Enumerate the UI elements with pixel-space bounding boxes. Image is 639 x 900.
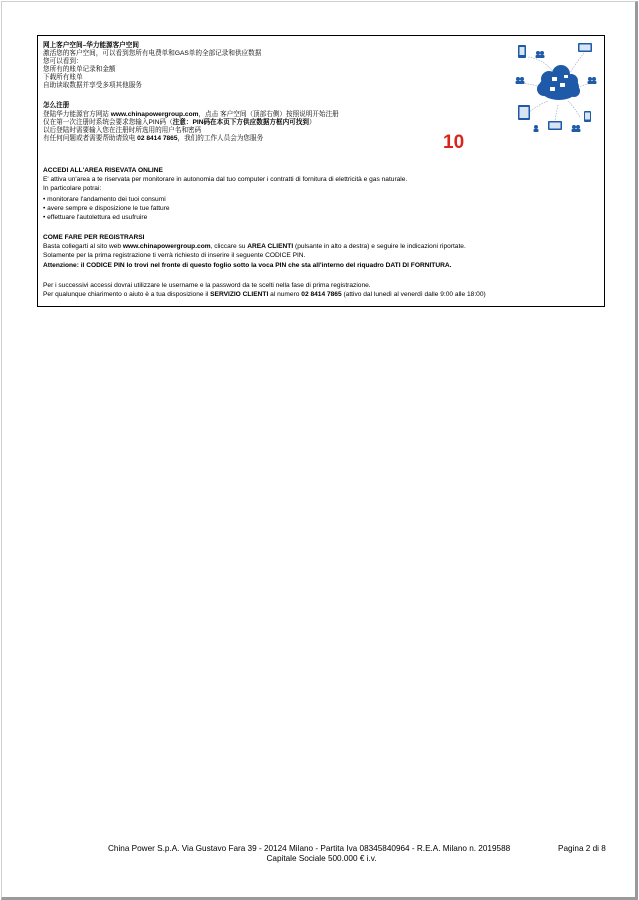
page-number-label: 10 — [443, 132, 465, 153]
it-register-line: Solamente per la prima registrazione ti verrà richiesto di inserire il seguente CODICE PIN. — [43, 252, 306, 259]
cn-line: 自助读取数据并享受多项其他服务 — [43, 82, 142, 89]
cn-line: 您可以看到： — [43, 58, 83, 65]
cn-line: 下载所有账单 — [43, 74, 83, 81]
cn-register-title: 怎么注册 — [43, 102, 70, 109]
phone-number: 02 8414 7865 — [301, 291, 342, 298]
it-register-title: COME FARE PER REGISTRARSI — [43, 234, 145, 241]
cn-register-line: 以后登陆时需要输入您在注册时所选用的用户名和密码 — [43, 127, 202, 134]
company-info: China Power S.p.A. Via Gustavo Fara 39 - 20124 Milano - Partita Iva 08345840964 - R.E.A. Milano n. 2019588 — [108, 844, 511, 853]
it-accedi-title: ACCEDI ALL'AREA RISEVATA ONLINE — [43, 167, 163, 174]
phone-number: 02 8414 7865 — [137, 135, 178, 142]
pagination: Pagina 2 di 8 — [558, 844, 606, 853]
it-line: Per i successivi accessi dovrai utilizzare le username e la password da te scelti nella fase di prima registrazione. — [43, 282, 371, 289]
cn-register-line: 登陆华力能源官方网站 www.chinapowergroup.com，点击 客户空间（顶部右侧）按照说明开始注册 — [43, 111, 339, 118]
cn-line: 您所有的账单记录和金额 — [43, 66, 116, 73]
cn-line: 激活您的客户空间，可以看到您所有电费单和GAS单的全部记录和供应数据 — [43, 50, 262, 57]
cloud-network-icon — [514, 39, 598, 134]
document-page — [1, 1, 638, 900]
share-capital: Capitale Sociale 500.000 € i.v. — [266, 854, 377, 863]
it-register-line: Basta collegarti al sito web www.chinapowergroup.com, cliccare su AREA CLIENTI (pulsante in alto a destra) e seguire le indicazioni riportate. — [43, 243, 466, 250]
website-link[interactable]: www.chinapowergroup.com — [110, 111, 199, 118]
it-line: Per qualunque chiarimento o aiuto è a tua disposizione il SERVIZIO CLIENTI al numero 02 8414 7865 (attivo dal lunedì al venerdì dalle 9:00 alle 18:00) — [43, 291, 486, 298]
it-bullet: • effettuare l'autolettura ed usufruire — [43, 214, 148, 221]
it-line: In particolare potrai: — [43, 185, 102, 192]
info-box — [37, 35, 605, 307]
cn-title: 网上客户空间–华力能源客户空间 — [43, 42, 139, 49]
cn-register-line: 有任何问题或者需要帮助请致电 02 8414 7865，我们的工作人员会为您服务 — [43, 135, 264, 142]
it-line: E' attiva un'area a te riservata per monitorare in autonomia dal tuo computer i contratti di fornitura di elettricità e gas naturale. — [43, 176, 408, 183]
it-register-warning: Attenzione: il CODICE PIN lo trovi nel fronte di questo foglio sotto la voca PIN che sta all'interno del riquadro DATI DI FORNITURA. — [43, 262, 452, 269]
cn-register-line: 仅在第一次注册时系统会要求您输入PIN码（注意：PIN码在本页下方供应数据方框内可找到） — [43, 119, 316, 126]
it-bullet: • avere sempre e disposizione le tue fatture — [43, 205, 170, 212]
website-link[interactable]: www.chinapowergroup.com — [122, 243, 211, 250]
it-bullet: • monitorare l'andamento dei tuoi consumi — [43, 196, 166, 203]
